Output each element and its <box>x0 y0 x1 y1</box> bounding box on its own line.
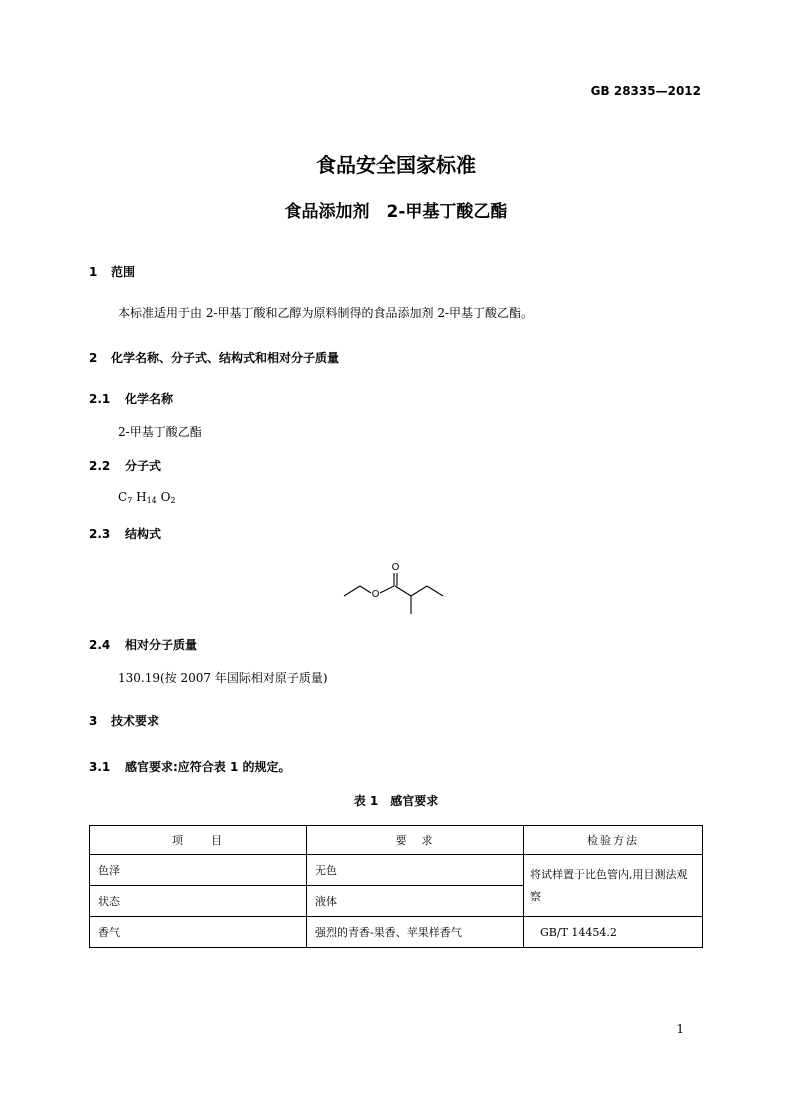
section-number: 2.3 <box>89 527 111 541</box>
table-cell-item: 色泽 <box>90 855 307 886</box>
section-2-heading <box>89 349 339 366</box>
table-cell-item: 香气 <box>90 917 307 948</box>
molecular-formula: $C_7$ $H_{14}$ $O_2$ <box>118 490 176 505</box>
table-header-requirement: 要 求 <box>307 826 524 855</box>
page-number: 1 <box>676 1022 684 1036</box>
molecular-mass: 130.19(按 2007 年国际相对原子质量) <box>118 671 328 685</box>
section-2-4-heading <box>89 636 197 653</box>
section-title: 感官要求:应符合表 1 的规定。 <box>125 760 291 774</box>
section-3-heading <box>89 712 159 729</box>
section-title: 技术要求 <box>111 714 160 728</box>
section-2-1-heading <box>89 390 173 407</box>
table-row <box>90 917 703 948</box>
table-header-item: 项 目 <box>90 826 307 855</box>
section-number: 2.4 <box>89 638 111 652</box>
section-number: 2.1 <box>89 392 111 406</box>
section-number: 2.2 <box>89 459 111 473</box>
section-1-text: 本标准适用于由 2-甲基丁酸和乙醇为原料制得的食品添加剂 2-甲基丁酸乙酯。 <box>118 306 534 320</box>
structural-formula <box>340 558 452 622</box>
section-3-1-heading <box>89 758 291 775</box>
table-cell-requirement: 液体 <box>307 886 524 917</box>
table-cell-item: 状态 <box>90 886 307 917</box>
standard-code: GB 28335—2012 <box>590 84 701 98</box>
document-subtitle: 食品添加剂 2-甲基丁酸乙酯 <box>284 202 508 222</box>
section-title: 范围 <box>111 265 136 279</box>
section-number: 2 <box>89 351 98 365</box>
table-cell-method: GB/T 14454.2 <box>524 917 703 948</box>
section-title: 化学名称 <box>125 392 174 406</box>
table-caption: 表 1 感官要求 <box>353 794 439 808</box>
section-number: 3.1 <box>89 760 111 774</box>
section-title: 相对分子质量 <box>125 638 198 652</box>
chemical-name: 2-甲基丁酸乙酯 <box>118 425 202 439</box>
svg-text:O: O <box>391 562 400 573</box>
section-number: 3 <box>89 714 98 728</box>
section-number: 1 <box>89 265 98 279</box>
table-header-row <box>90 826 703 855</box>
section-title: 化学名称、分子式、结构式和相对分子质量 <box>111 351 340 365</box>
table-header-method: 检验方法 <box>524 826 703 855</box>
section-title: 分子式 <box>125 459 162 473</box>
section-2-3-heading <box>89 525 161 542</box>
table-cell-requirement: 无色 <box>307 855 524 886</box>
section-1-heading <box>89 263 135 280</box>
table-cell-requirement: 强烈的青香-果香、苹果样香气 <box>307 917 524 948</box>
svg-text:O: O <box>371 589 380 600</box>
table-row <box>90 855 703 886</box>
section-title: 结构式 <box>125 527 162 541</box>
section-2-2-heading <box>89 457 161 474</box>
document-title: 食品安全国家标准 <box>316 153 476 177</box>
table-cell-method: 将试样置于比色管内,用目测法观察 <box>524 855 703 917</box>
sensory-requirements-table <box>89 825 703 948</box>
